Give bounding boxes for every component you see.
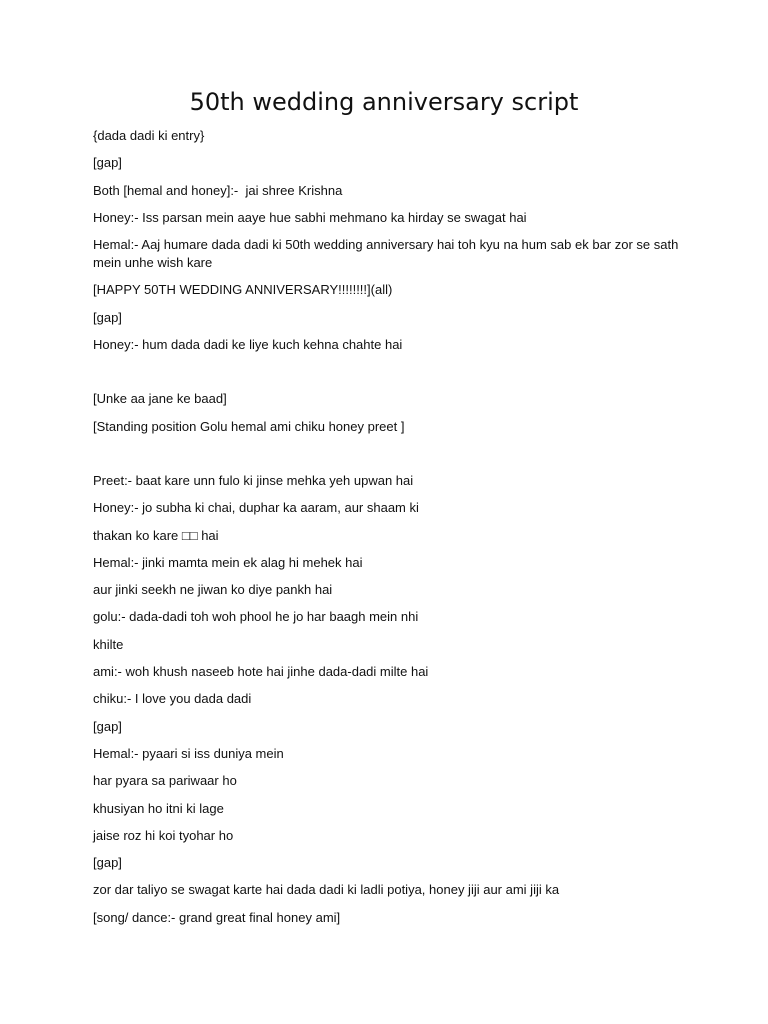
script-line: khusiyan ho itni ki lage <box>93 800 224 816</box>
script-line: [gap] <box>93 309 122 325</box>
script-line: [gap] <box>93 155 122 171</box>
script-line: Honey:- Iss parsan mein aaye hue sabhi mehmano ka hirday se swagat hai <box>93 209 527 225</box>
script-line: jaise roz hi koi tyohar ho <box>93 827 234 843</box>
script-line: chiku:- I love you dada dadi <box>93 691 252 707</box>
script-line: {dada dadi ki entry} <box>93 128 205 143</box>
script-line: har pyara sa pariwaar ho <box>93 773 237 789</box>
script-line: [gap] <box>93 855 122 871</box>
script-line: Both [hemal and honey]:- jai shree Krishna <box>93 182 343 198</box>
blank-line <box>93 445 693 472</box>
script-line: Honey:- jo subha ki chai, duphar ka aaram, aur shaam ki <box>93 500 419 516</box>
script-line: thakan ko kare □□ hai <box>93 527 219 543</box>
script-line: [song/ dance:- grand great final honey ami] <box>93 909 341 925</box>
script-line: [Unke aa jane ke baad] <box>93 391 227 407</box>
script-line: Honey:- hum dada dadi ke liye kuch kehna chahte hai <box>93 337 403 353</box>
script-line: [HAPPY 50TH WEDDING ANNIVERSARY!!!!!!!!](all) <box>93 282 393 298</box>
script-line: golu:- dada-dadi toh woh phool he jo har baagh mein nhi <box>93 609 419 625</box>
script-line: [Standing position Golu hemal ami chiku honey preet ] <box>93 418 405 434</box>
script-line: Hemal:- pyaari si iss duniya mein <box>93 745 284 761</box>
script-line: aur jinki seekh ne jiwan ko diye pankh hai <box>93 582 333 598</box>
script-line: [gap] <box>93 718 122 734</box>
script-line: khilte <box>93 636 124 652</box>
script-line: Hemal:- Aaj humare dada dadi ki 50th wedding anniversary hai toh kyu na hum sab ek bar zor se sath mein unhe wish kare <box>93 237 682 271</box>
script-line: Hemal:- jinki mamta mein ek alag hi mehek hai <box>93 554 363 570</box>
script-line: zor dar taliyo se swagat karte hai dada dadi ki ladli potiya, honey jiji aur ami jiji ka <box>93 882 560 898</box>
script-body <box>93 127 693 936</box>
script-line: ami:- woh khush naseeb hote hai jinhe dada-dadi milte hai <box>93 664 429 680</box>
script-line: Preet:- baat kare unn fulo ki jinse mehka yeh upwan hai <box>93 472 414 488</box>
document-title: 50th wedding anniversary script <box>189 88 579 116</box>
blank-line <box>93 363 693 390</box>
